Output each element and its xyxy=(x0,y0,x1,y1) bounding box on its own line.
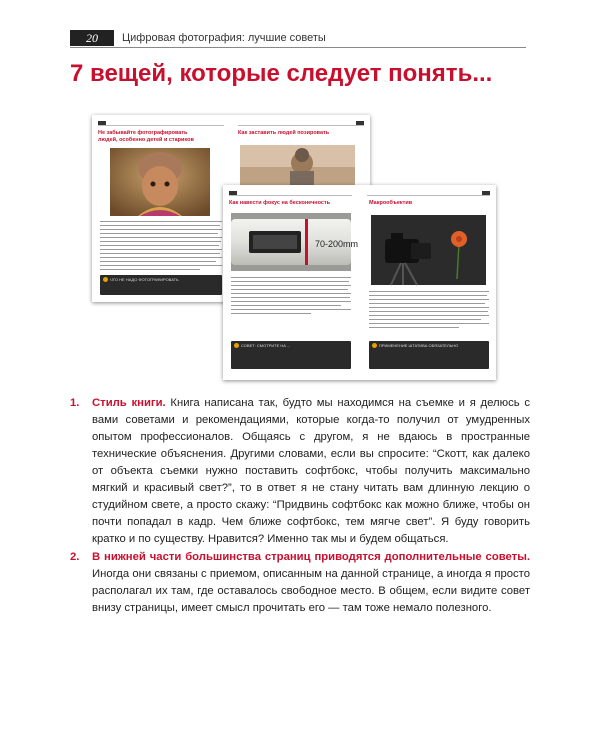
macro-photo xyxy=(371,215,486,285)
mini-title: Не забывайте фотографировать людей, особенно детей и стариков xyxy=(98,130,194,143)
child-photo xyxy=(110,148,210,216)
running-title: Цифровая фотография: лучшие советы xyxy=(122,32,326,44)
portrait-photo xyxy=(240,145,355,185)
tip-icon xyxy=(372,343,377,348)
page-title: 7 вещей, которые следует понять... xyxy=(70,60,493,87)
spread-back-left-page xyxy=(92,115,230,302)
item-text: Иногда они связаны с приемом, описанным на данной странице, а иногда я просто располагал их там, где оставалось свободное место. В общем, если видите совет внизу страницы, имеет смысл прочитать его — там тоже немало полезного. xyxy=(92,568,530,614)
tips-list xyxy=(70,395,530,618)
tip-icon xyxy=(234,343,239,348)
item-lead: Стиль книги. xyxy=(92,397,166,409)
tip-box xyxy=(369,341,489,369)
spread-front-right-page xyxy=(361,185,496,380)
mini-header xyxy=(238,122,364,126)
item-text: Книга написана так, будто мы находимся на съемке и я делюсь с вами советами и рекомендациями, которые когда-то получил от умудренных опытом профессионалов. Общаясь с другом, я не вдаюсь в пространные технические объяснения. Другими словами, если вы спросите: “Скотт, как далеко от объекта съемки нужно поставить софтбокс, чтобы получить максимально мягкий и красивый свет?”, то в ответ я не стану читать вам длинную лекцию о студийном свете, а просто скажу: “Придвинь софтбокс как можно ближе, чтобы он почти попадал в кадр. Чем ближе софтбокс, тем мягче свет”. Я буду говорить кратко и по существу. Нравится? Именно так мы и будем общаться. xyxy=(92,397,530,545)
list-item xyxy=(70,395,530,548)
list-item xyxy=(70,549,530,617)
mini-header xyxy=(98,122,224,126)
running-header xyxy=(70,30,526,48)
mini-header xyxy=(367,192,490,196)
tip-box xyxy=(100,275,222,295)
page-number: 20 xyxy=(70,30,114,46)
mini-title: Как заставить людей позировать xyxy=(238,130,330,136)
book-spread-front xyxy=(223,185,496,380)
spread-front-left-page xyxy=(223,185,358,380)
lens-photo xyxy=(231,213,359,271)
tip-label: СОВЕТ: СМОТРИТЕ НА ... xyxy=(241,343,291,348)
mini-header xyxy=(229,192,352,196)
lens-marking: 70-200mm xyxy=(315,239,359,249)
tip-box xyxy=(231,341,351,369)
tip-label: ЧТО НЕ НАДО ФОТОГРАФИРОВАТЬ xyxy=(110,277,179,282)
item-lead: В нижней части большинства страниц приводятся дополнительные советы. xyxy=(92,551,530,563)
item-number: 2. xyxy=(70,551,80,563)
mini-title: Как навести фокус на бесконечность xyxy=(229,200,331,206)
tip-icon xyxy=(103,277,108,282)
item-number: 1. xyxy=(70,397,80,409)
mini-title: Макрообъектив xyxy=(369,200,413,206)
tip-label: ПРИМЕНЕНИЕ ШТАТИВА ОБЯЗАТЕЛЬНО xyxy=(379,343,459,348)
